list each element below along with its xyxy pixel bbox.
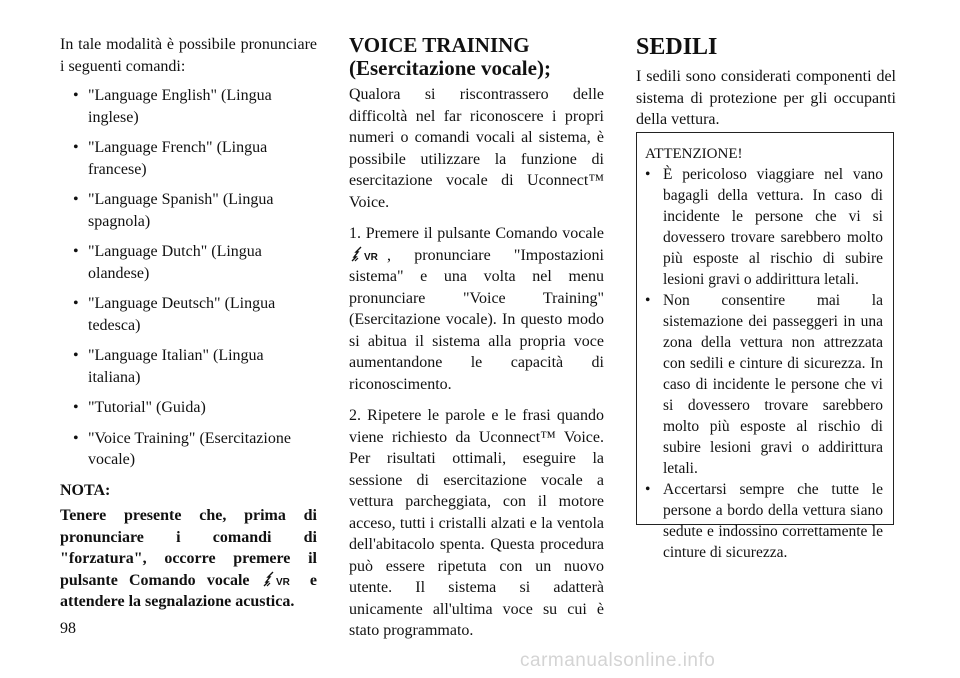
list-item — [60, 397, 317, 419]
bullet-icon: • — [73, 191, 79, 208]
column-middle — [349, 34, 604, 642]
bullet-icon: • — [73, 243, 79, 260]
voice-command-icon — [349, 245, 387, 263]
watermark: carmanualsonline.info — [520, 650, 716, 671]
step-text: , pronunciare "Impostazioni sistema" e una volta nel menu pronunciare "Voice Training" (Esercitazione vocale). In questo modo si abitua il sistema alla propria voce aumentandone le capacità di riconoscimento. — [349, 246, 604, 393]
voice-command-icon — [261, 570, 299, 588]
warning-title: ATTENZIONE! — [645, 146, 743, 162]
column-left — [60, 34, 317, 613]
list-item — [645, 290, 883, 479]
bullet-icon: • — [73, 139, 79, 156]
list-item-text: Non consentire mai la sistemazione dei passeggeri in una zona della vettura non attrezzata con sedili e cinture di sicurezza. In caso di incidente le persone che vi si dovessero trovare sarebbero molto più esposte al rischio di subire lesioni gravi o addirittura letali. — [663, 292, 883, 477]
list-item — [60, 137, 317, 180]
bullet-icon: • — [73, 87, 79, 104]
list-item-text: È pericoloso viaggiare nel vano bagagli della vettura. In caso di incidente le persone che vi si dovessero trovare sarebbero molto più esposte al rischio di subire lesioni gravi o addirittura letali. — [663, 166, 883, 288]
voice-training-heading: VOICE TRAINING (Esercitazione vocale); — [349, 33, 551, 80]
list-item-text: Accertarsi sempre che tutte le persone a bordo della vettura siano sedute e indossino correttamente le cinture di sicurezza. — [663, 481, 883, 561]
commands-intro: In tale modalità è possibile pronunciare i seguenti comandi: — [60, 36, 317, 75]
list-item-text: "Voice Training" (Esercitazione vocale) — [88, 429, 291, 468]
commands-list — [60, 85, 317, 471]
step-2: 2. Ripetere le parole e le frasi quando viene richiesto da Uconnect™ Voice. Per risultati ottimali, eseguire la sessione di esercitazione vocale a vettura parcheggiata, con il motore acceso, tutti i cristalli alzati e la ventola dell'abitacolo spenta. Questa procedura può essere ripetuta con un nuovo utente. Il sistema si adatterà unicamente all'ultima voce su cui è stato programmato. — [349, 407, 604, 639]
bullet-icon: • — [73, 347, 79, 364]
list-item — [60, 293, 317, 336]
list-item-text: "Language Deutsch" (Lingua tedesca) — [88, 295, 276, 334]
step-text: 1. Premere il pulsante Comando vocale — [349, 225, 604, 242]
bullet-icon: • — [73, 429, 79, 447]
sedili-heading: SEDILI — [636, 34, 718, 60]
bullet-icon: • — [645, 292, 651, 309]
list-item-text: "Language Spanish" (Lingua spagnola) — [88, 191, 274, 230]
column-right — [636, 34, 896, 131]
list-item-text: "Language English" (Lingua inglese) — [88, 87, 272, 126]
warning-box — [636, 132, 894, 561]
sedili-intro: I sedili sono considerati componenti del sistema di protezione per gli occupanti della vettura. — [636, 68, 896, 128]
note-text — [60, 505, 317, 613]
list-item — [60, 345, 317, 388]
bullet-icon: • — [645, 166, 651, 183]
svg-text:VR: VR — [364, 251, 378, 263]
note-text-part: e attendere la segnalazione acustica. — [60, 571, 318, 610]
list-item — [60, 428, 317, 471]
note-text-part: Tenere presente che, prima di pronunciare i comandi di "forzatura", occorre premere il pulsante Comando vocale — [60, 507, 317, 589]
svg-text:VR: VR — [275, 576, 290, 588]
list-item — [60, 189, 317, 232]
list-item-text: "Tutorial" (Guida) — [88, 399, 206, 416]
list-item — [645, 164, 883, 290]
list-item-text: "Language French" (Lingua francese) — [88, 139, 268, 178]
list-item — [60, 241, 317, 284]
page-number: 98 — [60, 620, 76, 637]
voice-training-intro: Qualora si riscontrassero delle difficoltà nel far riconoscere i propri numeri o comandi vocali al sistema, è possibile utilizzare la funzione di esercitazione vocale di Uconnect™ Voice. — [349, 86, 604, 211]
list-item — [60, 85, 317, 128]
note-label: NOTA: — [60, 481, 111, 499]
list-item — [645, 479, 883, 563]
step-1 — [349, 223, 604, 395]
list-item-text: "Language Dutch" (Lingua olandese) — [88, 243, 262, 282]
list-item-text: "Language Italian" (Lingua italiana) — [88, 347, 264, 386]
bullet-icon: • — [73, 399, 79, 416]
bullet-icon: • — [645, 481, 651, 498]
warning-list — [645, 164, 883, 563]
bullet-icon: • — [73, 295, 79, 312]
